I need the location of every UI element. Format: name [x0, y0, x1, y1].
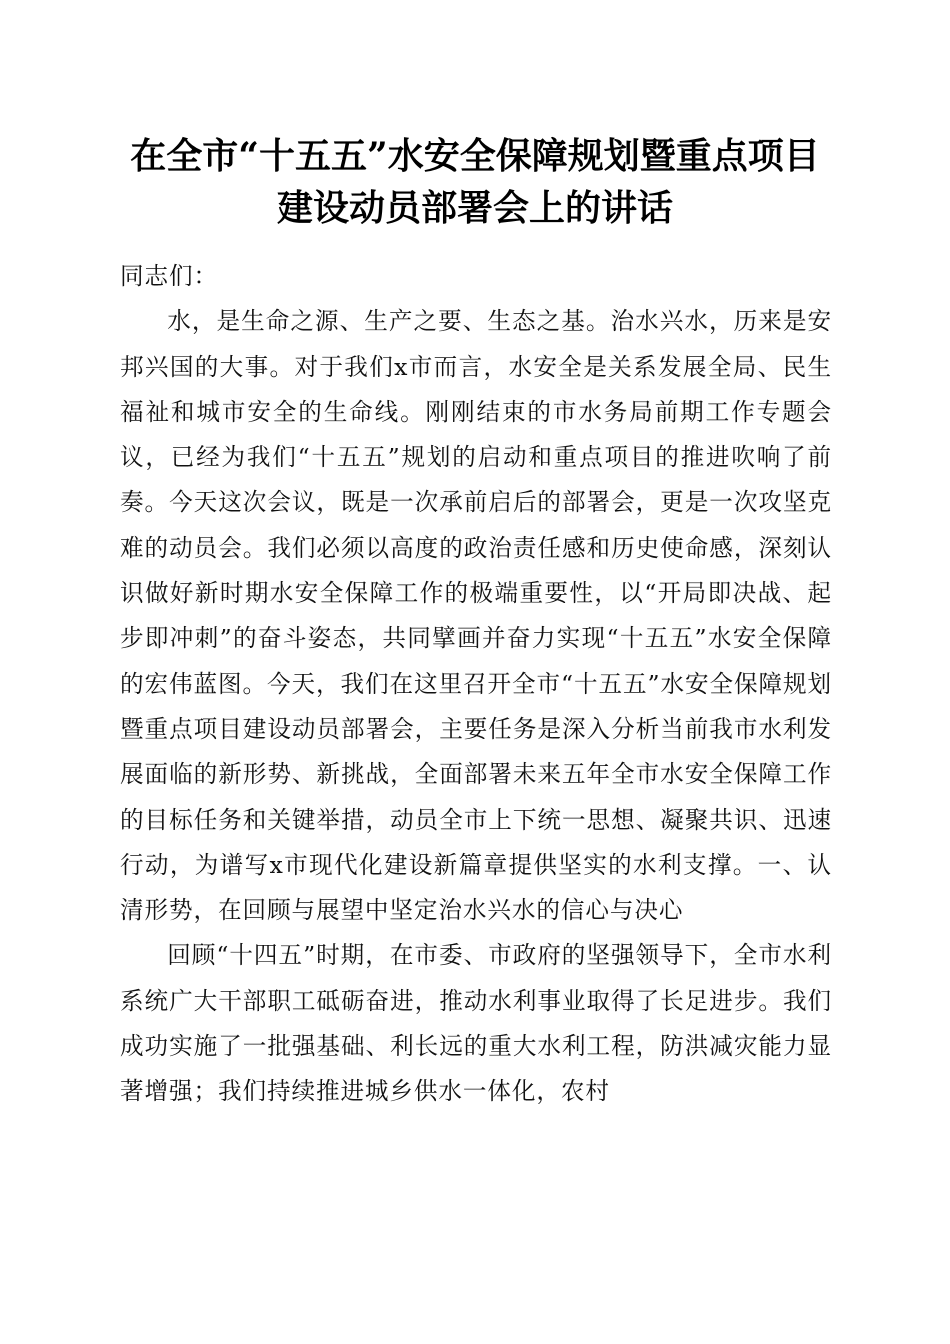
paragraph-opening: 水，是生命之源、生产之要、生态之基。治水兴水，历来是安邦兴国的大事。对于我们x市而言，水安全是关系发展全局、民生福祉和城市安全的生命线。刚刚结束的市水务局前期工作专题会议，已经为我们“十五五”规划的启动和重点项目的推进吹响了前奏。今天这次会议，既是一次承前启后的部署会，更是一次攻坚克难的动员会。我们必须以高度的政治责任感和历史使命感，深刻认识做好新时期水安全保障工作的极端重要性，以“开局即决战、起步即冲刺”的奋斗姿态，共同擘画并奋力实现“十五五”水安全保障的宏伟蓝图。今天，我们在这里召开全市“十五五”水安全保障规划暨重点项目建设动员部署会，主要任务是深入分析当前我市水利发展面临的新形势、新挑战，全面部署未来五年全市水安全保障工作的目标任务和关键举措，动员全市上下统一思想、凝聚共识、迅速行动，为谱写x市现代化建设新篇章提供坚实的水利支撑。一、认清形势，在回顾与展望中坚定治水兴水的信心与决心 — [120, 307, 832, 925]
title-line-2: 建设动员部署会上的讲话 — [276, 187, 673, 229]
paragraph-review: 回顾“十四五”时期，在市委、市政府的坚强领导下，全市水利系统广大干部职工砥砺奋进，推动水利事业取得了长足进步。我们成功实施了一批强基础、利长远的重大水利工程，防洪减灾能力显著增强；我们持续推进城乡供水一体化，农村 — [120, 941, 832, 1106]
document-title — [100, 130, 850, 234]
speech-body — [120, 254, 832, 1115]
title-line-1: 在全市“十五五”水安全保障规划暨重点项目 — [130, 135, 820, 177]
salutation: 同志们： — [120, 262, 218, 290]
